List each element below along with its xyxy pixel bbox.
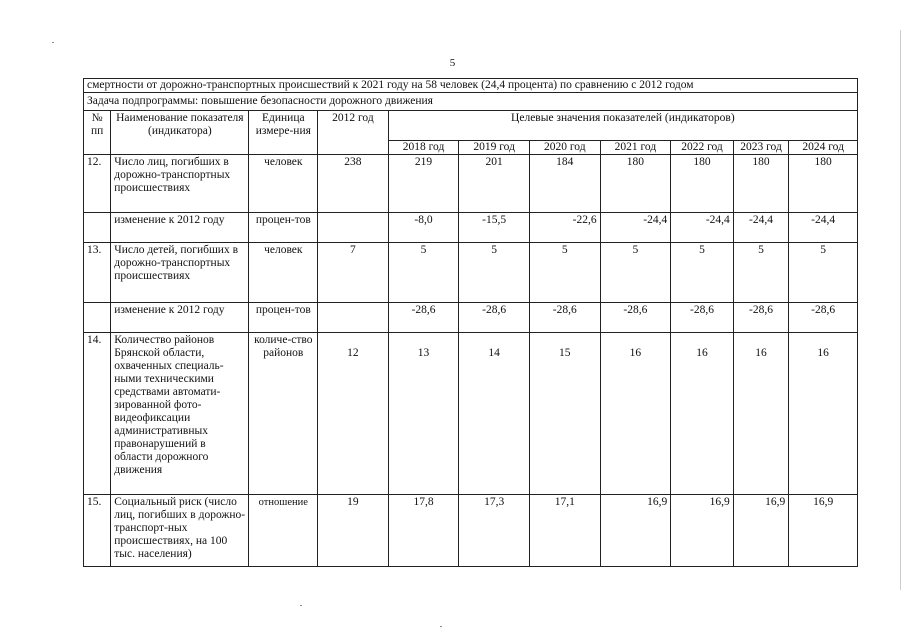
row-base: 238 (318, 155, 389, 213)
row-value: 17,8 (388, 495, 459, 567)
table-row (84, 243, 858, 303)
row-base: 7 (318, 243, 389, 303)
row-base (318, 213, 389, 243)
row-value: -28,6 (789, 303, 858, 333)
row-value: 180 (733, 155, 789, 213)
row-value: -24,4 (789, 213, 858, 243)
row-value: -24,4 (733, 213, 789, 243)
row-name: Социальный риск (число лиц, погибших в дорожно-транспорт-ных происшествиях, на 100 тыс. населения) (111, 495, 249, 567)
row-value: -28,6 (671, 303, 734, 333)
header-year: 2023 год (733, 141, 789, 155)
row-value: 5 (388, 243, 459, 303)
row-value: 219 (388, 155, 459, 213)
row-base: 19 (318, 495, 389, 567)
row-name: Количество районов Брянской области, охваченных специаль-ными техническими средствами автомати-зированной фото-видеофиксации административных правонарушений в области дорожного движения (111, 333, 249, 495)
header-year: 2021 год (600, 141, 671, 155)
row-value: 16,9 (789, 495, 858, 567)
row-name: Число детей, погибших в дорожно-транспортных происшествиях (111, 243, 249, 303)
row-base (318, 303, 389, 333)
table-row (84, 333, 858, 495)
intro-text: смертности от дорожно-транспортных происшествий к 2021 году на 58 человек (24,4 процента) по сравнению с 2012 годом (84, 79, 858, 93)
row-value: 184 (529, 155, 600, 213)
row-value: 180 (789, 155, 858, 213)
row-name: Число лиц, погибших в дорожно-транспортных происшествиях (111, 155, 249, 213)
row-value: 180 (671, 155, 734, 213)
row-num: 15. (84, 495, 111, 567)
page-number: 5 (449, 57, 456, 69)
row-value: 17,1 (529, 495, 600, 567)
header-year: 2019 год (459, 141, 530, 155)
row-value: 201 (459, 155, 530, 213)
header-num: № пп (84, 111, 111, 155)
row-value: -28,6 (733, 303, 789, 333)
table-row (84, 495, 858, 567)
header-base-year: 2012 год (318, 111, 389, 155)
scan-edge-line (900, 30, 901, 590)
scan-speck (300, 605, 302, 606)
table-row (84, 155, 858, 213)
row-value: 180 (600, 155, 671, 213)
row-unit: количе-ство районов (249, 333, 318, 495)
row-unit: процен-тов (249, 303, 318, 333)
row-num: 12. (84, 155, 111, 213)
row-unit: человек (249, 155, 318, 213)
row-unit: отношение (249, 495, 318, 567)
row-value: -8,0 (388, 213, 459, 243)
row-value: 16 (600, 333, 671, 495)
row-base: 12 (318, 333, 389, 495)
row-value: -28,6 (600, 303, 671, 333)
row-name: изменение к 2012 году (111, 303, 249, 333)
table-row (84, 213, 858, 243)
row-value: -28,6 (388, 303, 459, 333)
row-value: 16 (789, 333, 858, 495)
header-year: 2018 год (388, 141, 459, 155)
row-value: 16 (671, 333, 734, 495)
row-name: изменение к 2012 году (111, 213, 249, 243)
row-value: 5 (529, 243, 600, 303)
table-row (84, 303, 858, 333)
row-value: 5 (459, 243, 530, 303)
scan-speck (52, 42, 54, 43)
row-value: -15,5 (459, 213, 530, 243)
row-value: 5 (671, 243, 734, 303)
row-value: 13 (388, 333, 459, 495)
row-num (84, 303, 111, 333)
row-value: 14 (459, 333, 530, 495)
row-value: 5 (600, 243, 671, 303)
header-name: Наименование показателя (индикатора) (111, 111, 249, 155)
scan-speck (440, 626, 442, 627)
row-num: 13. (84, 243, 111, 303)
row-value: -22,6 (529, 213, 600, 243)
row-num (84, 213, 111, 243)
row-value: 16,9 (671, 495, 734, 567)
row-value: 15 (529, 333, 600, 495)
row-unit: человек (249, 243, 318, 303)
row-value: -24,4 (600, 213, 671, 243)
header-year: 2022 год (671, 141, 734, 155)
header-unit: Единица измере-ния (249, 111, 318, 155)
header-targets: Целевые значения показателей (индикаторов) (388, 111, 857, 141)
row-value: 17,3 (459, 495, 530, 567)
row-value: 5 (733, 243, 789, 303)
row-num: 14. (84, 333, 111, 495)
header-year: 2020 год (529, 141, 600, 155)
task-text: Задача подпрограммы: повышение безопасности дорожного движения (84, 93, 858, 111)
row-value: 5 (789, 243, 858, 303)
row-value: 16 (733, 333, 789, 495)
indicators-table (83, 78, 858, 567)
row-value: -24,4 (671, 213, 734, 243)
row-value: 16,9 (733, 495, 789, 567)
header-year: 2024 год (789, 141, 858, 155)
row-unit: процен-тов (249, 213, 318, 243)
row-value: -28,6 (529, 303, 600, 333)
row-value: -28,6 (459, 303, 530, 333)
row-value: 16,9 (600, 495, 671, 567)
